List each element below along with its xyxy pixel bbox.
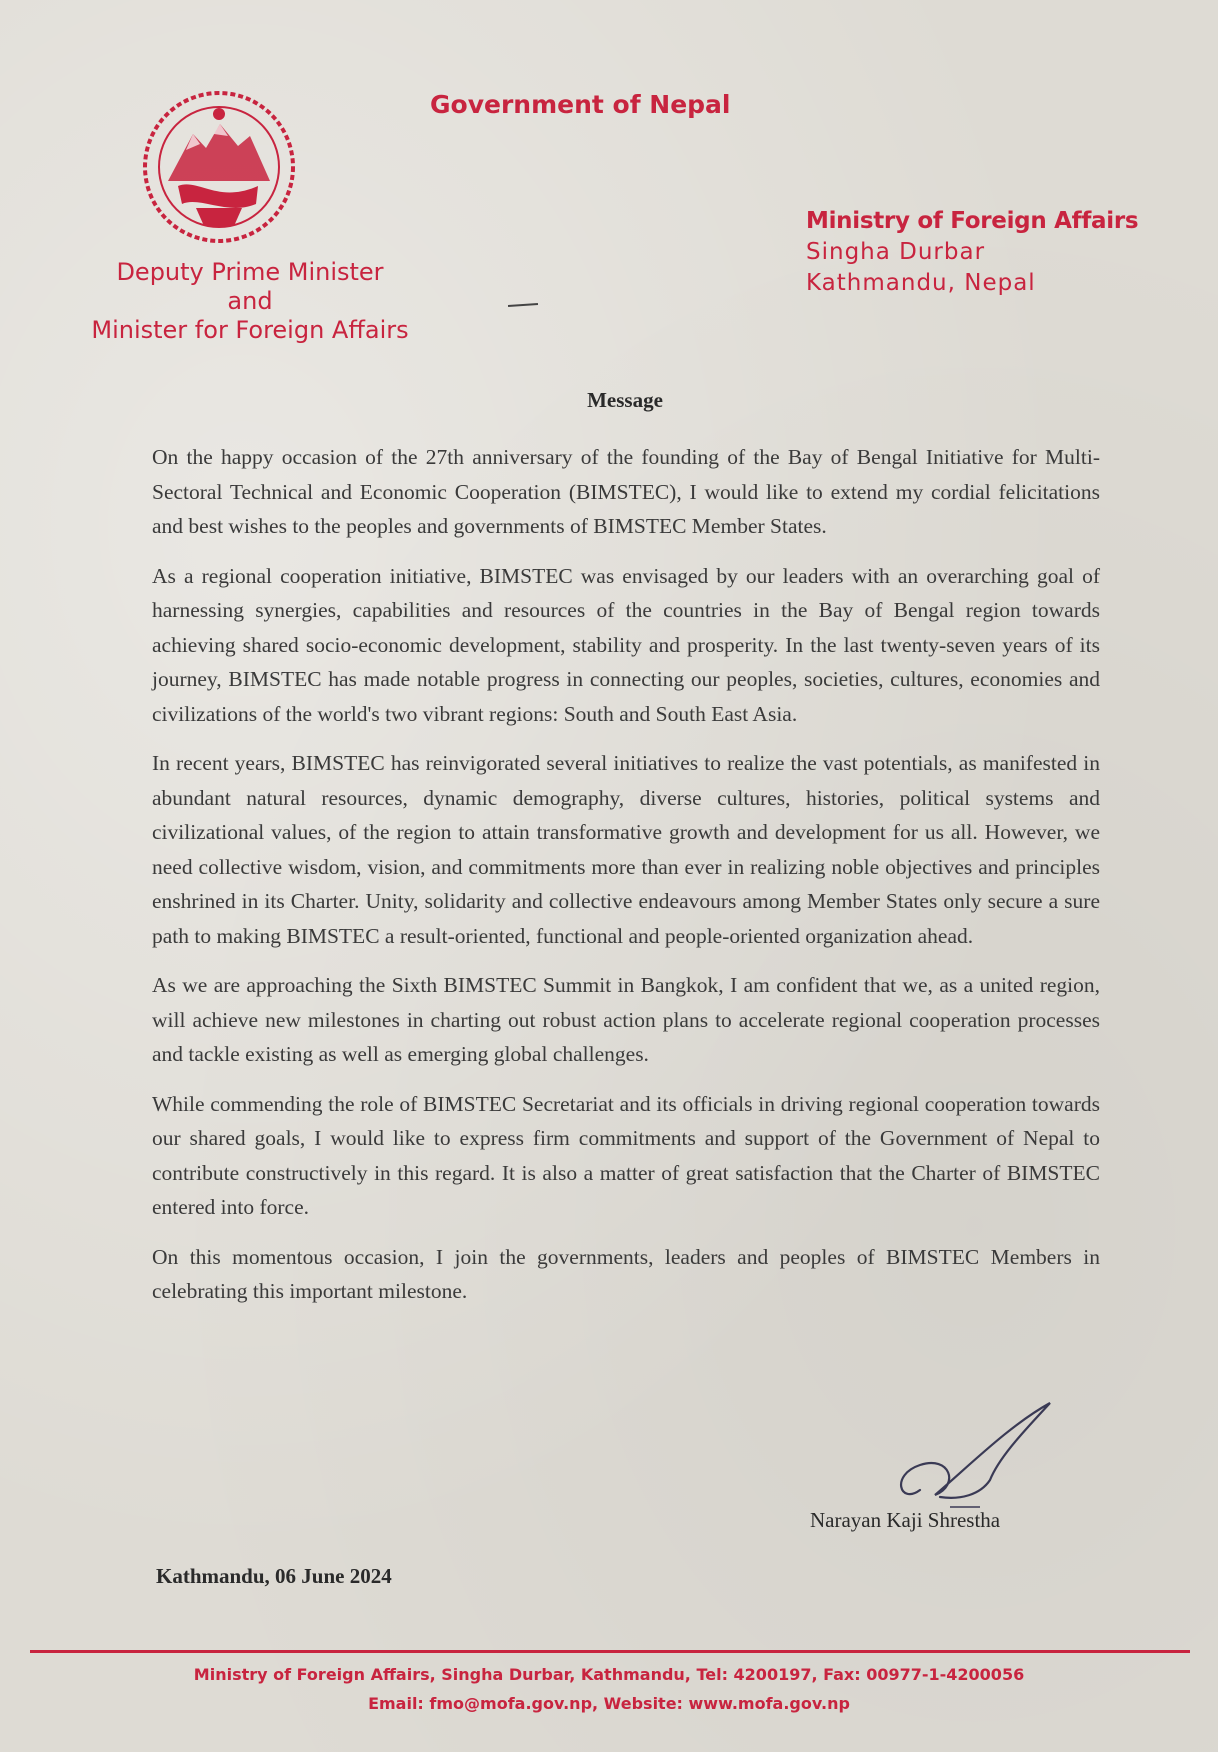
message-paragraph: On this momentous occasion, I join the governments, leaders and peoples of BIMSTEC Members in celebrating this important milestone.: [152, 1244, 1100, 1303]
office-line: Minister for Foreign Affairs: [91, 316, 409, 344]
ministry-name: Ministry of Foreign Affairs: [806, 208, 1139, 234]
footer-web: Email: fmo@mofa.gov.np, Website: www.mofa.gov.np: [368, 1694, 850, 1713]
nepal-emblem-icon: [138, 86, 300, 248]
message-heading: Message: [587, 388, 663, 412]
footer: [0, 1660, 1218, 1718]
office-line: and: [227, 287, 273, 315]
message-paragraph: In recent years, BIMSTEC has reinvigorated several initiatives to realize the vast potentials, as manifested in abundant natural resources, dynamic demography, diverse cultures, histories, political systems and civilizational values, of the region to attain transformative growth and development for us all. However, we need collective wisdom, vision, and commitments more than ever in realizing noble objectives and principles enshrined in its Charter. Unity, solidarity and collective endeavours among Member States only secure a sure path to making BIMSTEC a result-oriented, functional and people-oriented organization ahead.: [152, 751, 1100, 948]
address-line: Kathmandu, Nepal: [806, 270, 1036, 296]
office-title-left: [40, 258, 460, 345]
message-body: [152, 440, 1100, 1324]
signature-icon: [880, 1395, 1060, 1525]
divider-mark: [508, 303, 538, 307]
office-line: Deputy Prime Minister: [116, 258, 384, 286]
message-paragraph: As we are approaching the Sixth BIMSTEC Summit in Bangkok, I am confident that we, as a united region, will achieve new milestones in charting out robust action plans to accelerate regional cooperation processes and tackle existing as well as emerging global challenges.: [152, 973, 1100, 1066]
message-paragraph: While commending the role of BIMSTEC Secretariat and its officials in driving regional cooperation towards our shared goals, I would like to express firm commitments and support of the Government of Nepal to contribute constructively in this regard. It is also a matter of great satisfaction that the Charter of BIMSTEC entered into force.: [152, 1091, 1100, 1219]
place-date: Kathmandu, 06 June 2024: [156, 1564, 392, 1588]
footer-contact: Ministry of Foreign Affairs, Singha Durbar, Kathmandu, Tel: 4200197, Fax: 00977-1-4200056: [193, 1665, 1025, 1684]
government-title: Government of Nepal: [430, 90, 731, 119]
ministry-address: [806, 206, 1138, 299]
footer-rule: [30, 1650, 1190, 1653]
address-line: Singha Durbar: [806, 239, 986, 265]
message-paragraph: As a regional cooperation initiative, BIMSTEC was envisaged by our leaders with an overarching goal of harnessing synergies, capabilities and resources of the countries in the Bay of Bengal region towards achieving shared socio-economic development, stability and prosperity. In the last twenty-seven years of its journey, BIMSTEC has made notable progress in connecting our peoples, societies, cultures, economies and civilizations of the world's two vibrant regions: South and South East Asia.: [152, 563, 1100, 726]
signatory-name: Narayan Kaji Shrestha: [810, 1508, 1001, 1532]
message-paragraph: On the happy occasion of the 27th anniversary of the founding of the Bay of Bengal Initiative for Multi-Sectoral Technical and Economic Cooperation (BIMSTEC), I would like to extend my cordial felicitations and best wishes to the peoples and governments of BIMSTEC Member States.: [152, 445, 1100, 538]
